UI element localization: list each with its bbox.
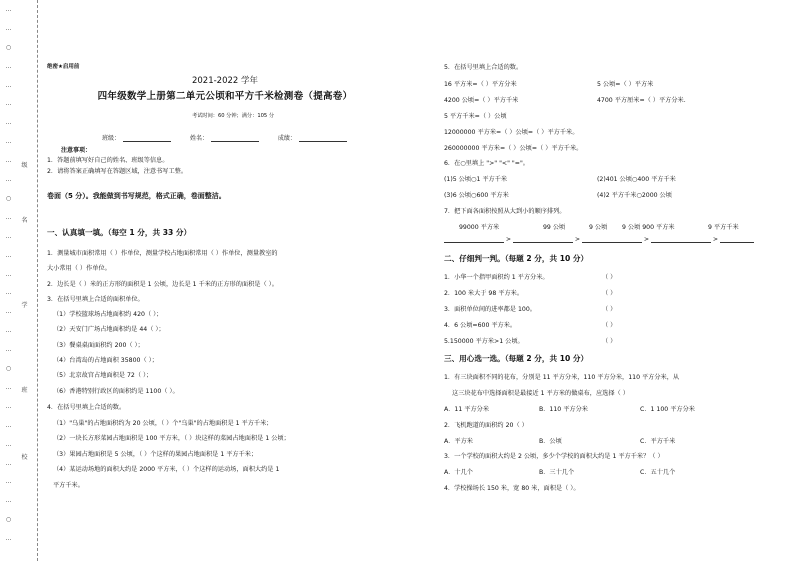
score-label: 成绩： <box>277 135 296 142</box>
question-text: 3．一个学校的面积大约是 2 公顷，多少个学校的面积大约是 1 平方千米？（ ） <box>444 453 664 460</box>
binding-mark: … <box>5 138 12 146</box>
question-text: 4．在括号里填上合适的数。 <box>47 404 126 411</box>
fill-item: 4200 公顷=（ ）平方千米 <box>444 97 519 104</box>
binding-mark: … <box>5 251 12 259</box>
binding-mark: … <box>5 346 12 354</box>
binding-mark: … <box>5 289 12 297</box>
judge-item: 3．面积单位间的进率都是 100。 <box>444 306 536 313</box>
judge-bracket[interactable]: （ ） <box>602 322 617 329</box>
option-a[interactable]: A．11 平方分米 <box>444 406 490 413</box>
question-text: 大小常用（ ）作单位。 <box>47 265 111 272</box>
school-year: 2021-2022 学年 <box>191 76 259 86</box>
question-text: 这三块花布中选择面积是最接近 1 平方米的做桌布，应选择（ ） <box>452 390 629 397</box>
option-c[interactable]: C．1 100 平方分米 <box>640 406 695 413</box>
option-b[interactable]: B．三十几个 <box>539 469 575 476</box>
list-item: （6）香港特别行政区的面积约是 1100（ ）。 <box>53 388 179 395</box>
option-a[interactable]: A．平方米 <box>444 438 473 445</box>
fill-item: 4700 平方厘米=（ ）平方分米. <box>597 97 686 104</box>
binding-label: 校 <box>21 454 28 461</box>
neatness-note: 卷面（5 分）。我能做到书写规范，格式正确，卷面整洁。 <box>47 192 226 200</box>
binding-mark: … <box>5 421 12 429</box>
note-item: 2．请将答案正确填写在答题区域，注意书写工整。 <box>47 168 188 175</box>
greater-sign: > <box>712 236 719 243</box>
binding-mark: … <box>5 440 12 448</box>
binding-mark: … <box>5 327 12 335</box>
answer-blank[interactable] <box>513 236 573 243</box>
option-c[interactable]: C．五十几个 <box>640 469 676 476</box>
binding-mark: … <box>5 213 12 221</box>
binding-mark: … <box>5 176 12 184</box>
compare-item: (3)6 公顷○600 平方米 <box>444 192 509 199</box>
judge-bracket[interactable]: （ ） <box>602 338 617 345</box>
question-text: 1．有三块面积不同的花布，分别是 11 平方分米，110 平方分米，110 平方分米，从 <box>444 374 680 381</box>
fill-item: 12000000 平方米=（ ）公顷=（ ）平方千米。 <box>444 129 579 136</box>
binding-strip <box>0 0 40 561</box>
option-c[interactable]: C．平方千米 <box>640 438 676 445</box>
binding-label: 学 <box>21 302 28 309</box>
list-item: （1）"乌巢"的占地面积约为 20 公顷，（ ）个"乌巢"的占地面积是 1 平方千米； <box>53 420 273 427</box>
notes-heading: 注意事项： <box>61 147 92 154</box>
note-item: 1．答题前填写好自己的姓名、班级等信息。 <box>47 157 169 164</box>
binding-mark: … <box>5 270 12 278</box>
judge-bracket[interactable]: （ ） <box>602 290 617 297</box>
student-info <box>102 133 350 142</box>
option-b[interactable]: B．公顷 <box>539 438 562 445</box>
binding-mark: … <box>5 535 12 543</box>
binding-mark: … <box>5 402 12 410</box>
left-column <box>47 0 403 561</box>
fill-item: 16 平方米=（ ）平方分米 <box>444 81 517 88</box>
exam-info: 考试时间：60 分钟；满分：105 分 <box>192 113 275 119</box>
judge-item: 2．100 米大于 98 平方米。 <box>444 290 524 297</box>
name-field[interactable] <box>211 135 259 142</box>
question-text: 2．边长是（ ）米的正方形的面积是 1 公顷，边长是 1 千米的正方形的面积是（ ）。 <box>47 281 278 288</box>
section3-heading: 三、用心选一选。（每题 2 分，共 10 分） <box>444 354 589 363</box>
score-field[interactable] <box>299 135 347 142</box>
order-item: 9 平方千米 <box>708 224 739 231</box>
binding-mark: … <box>5 383 12 391</box>
answer-blank[interactable] <box>651 236 711 243</box>
greater-sign: > <box>574 236 581 243</box>
order-item: 9 公顷 900 平方米 <box>622 224 675 231</box>
answer-blank[interactable] <box>582 236 642 243</box>
binding-label: 名 <box>21 217 28 224</box>
binding-mark: … <box>5 232 12 240</box>
list-item: （3）餐桌桌面面积约 200（ ）； <box>53 342 144 349</box>
question-text: 5．在括号里填上合适的数。 <box>444 64 523 71</box>
judge-item: 4．6 公顷=600 平方米。 <box>444 322 517 329</box>
question-text: 4．学校操场长 150 米，宽 80 米，面积是（ ）。 <box>444 485 580 492</box>
list-item: 平方千米。 <box>53 482 84 489</box>
greater-sign: > <box>505 236 512 243</box>
option-a[interactable]: A．十几个 <box>444 469 473 476</box>
class-field[interactable] <box>123 135 171 142</box>
list-item: （4）台湾岛的占地面积 35800（ ）； <box>53 357 158 364</box>
greater-sign: > <box>643 236 650 243</box>
order-item: 9 公顷 <box>589 224 608 231</box>
binding-mark: … <box>5 497 12 505</box>
question-text: 6．在○里填上 ">" "<" "="。 <box>444 160 529 167</box>
judge-item: 1．小华一个指甲面积约 1 平方分米。 <box>444 274 549 281</box>
compare-item: (4)2 平方千米○2000 公顷 <box>597 192 672 199</box>
answer-blank[interactable] <box>444 236 504 243</box>
compare-item: (1)5 公顷○1 平方千米 <box>444 176 508 183</box>
question-text: 1．测量城市面积常用（ ）作单位，测量学校占地面积常用（ ）作单位，测量教室的 <box>47 250 278 257</box>
binding-mark: ○ <box>5 516 12 524</box>
right-column <box>444 0 784 561</box>
binding-mark: … <box>5 81 12 89</box>
list-item: （2）一块长方形菜园占地面积是 100 平方米，（ ）块这样的菜园占地面积是 1 公顷； <box>53 435 290 442</box>
binding-mark: … <box>5 24 12 32</box>
fill-item: 5 平方千米=（ ）公顷 <box>444 113 507 120</box>
section1-heading: 一、认真填一填。（每空 1 分，共 33 分） <box>47 228 192 237</box>
judge-bracket[interactable]: （ ） <box>602 306 617 313</box>
binding-mark: … <box>5 157 12 165</box>
page-title: 四年级数学上册第二单元公顷和平方千米检测卷（提高卷） <box>97 91 353 102</box>
list-item: （3）果园占地面积是 5 公顷，（ ）个这样的果园占地面积是 1 平方千米； <box>53 451 258 458</box>
secret-label: 绝密★启用前 <box>47 64 80 70</box>
binding-label: 级 <box>21 162 28 169</box>
binding-mark: ○ <box>5 365 12 373</box>
judge-item: 5.150000 平方米>1 公顷。 <box>444 338 524 345</box>
binding-mark: … <box>5 6 12 13</box>
answer-blank[interactable] <box>720 236 754 243</box>
binding-mark: … <box>5 119 12 127</box>
order-answer-row <box>444 236 754 243</box>
binding-mark: … <box>5 308 12 316</box>
compare-item: (2)401 公顷○400 平方千米 <box>597 176 676 183</box>
class-label: 班级： <box>102 135 121 142</box>
fill-item: 5 公顷=（ ）平方米 <box>597 81 654 88</box>
order-item: 99000 平方米 <box>459 224 500 231</box>
name-label: 姓名： <box>189 135 208 142</box>
list-item: （2）天安门广场占地面积约是 44（ ）； <box>53 326 165 333</box>
question-text: 7．把下面各面积按照从大到小的顺序排列。 <box>444 208 566 215</box>
binding-label: 班 <box>21 387 28 394</box>
binding-mark: … <box>5 478 12 486</box>
option-b[interactable]: B．110 平方分米 <box>539 406 588 413</box>
binding-dashed-line <box>37 0 38 561</box>
list-item: （4）某运动场地的面积大约是 2000 平方米，（ ）个这样的运动场，面积大约是 1 <box>53 466 280 473</box>
question-text: 2．飞机跑道的面积约 20（ ） <box>444 422 528 429</box>
binding-mark: … <box>5 100 12 108</box>
question-text: 3．在括号里填上合适的面积单位。 <box>47 296 144 303</box>
list-item: （1）学校篮球场占地面积约 420（ ）； <box>53 311 163 318</box>
order-item: 99 公顷 <box>543 224 566 231</box>
judge-bracket[interactable]: （ ） <box>602 274 617 281</box>
binding-mark: … <box>5 62 12 70</box>
binding-mark: ○ <box>5 43 12 51</box>
binding-mark: … <box>5 459 12 467</box>
section2-heading: 二、仔细判一判。（每题 2 分，共 10 分） <box>444 254 589 263</box>
binding-mark: ○ <box>5 194 12 202</box>
list-item: （5）北京故宫占地面积是 72（ ）； <box>53 372 153 379</box>
fill-item: 260000000 平方米=（ ）公顷=（ ）平方千米。 <box>444 145 583 152</box>
